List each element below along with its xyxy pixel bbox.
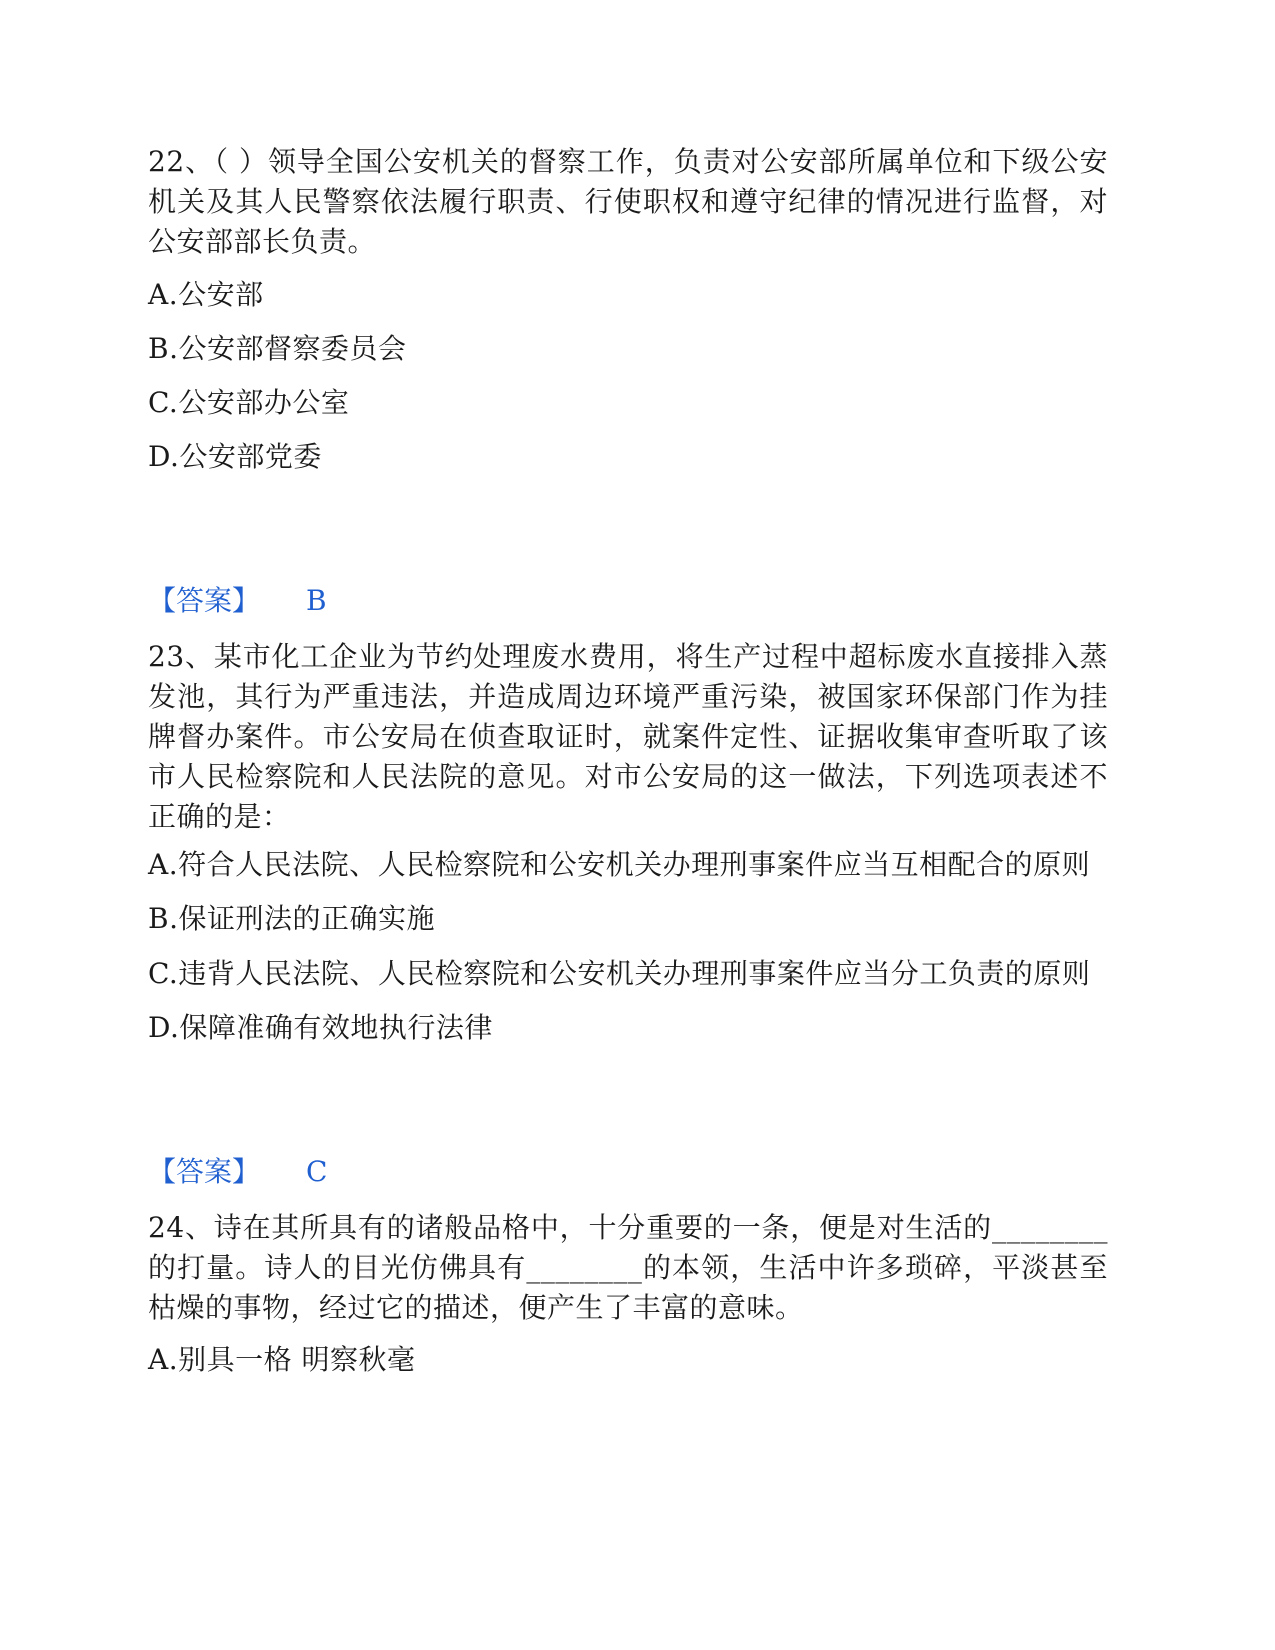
question-22-stem: 22、（ ）领导全国公安机关的督察工作，负责对公安部所属单位和下级公安机关及其人民警察依法履行职责、行使职权和遵守纪律的情况进行监督，对公安部部长负责。 — [148, 145, 1108, 258]
question-23-option-c: C.违背人民法院、人民检察院和公安机关办理刑事案件应当分工负责的原则 — [148, 957, 1091, 990]
question-22-answer — [148, 581, 327, 621]
question-22-option-c: C.公安部办公室 — [148, 386, 350, 419]
question-24-option-a: A.别具一格 明察秋毫 — [148, 1343, 416, 1376]
question-23-option-d: D.保障准确有效地执行法律 — [148, 1011, 493, 1044]
answer-label: 【答案】 — [148, 584, 261, 617]
question-24-stem: 24、诗在其所具有的诸般品格中，十分重要的一条，便是对生活的________的打量。诗人的目光仿佛具有________的本领，生活中许多琐碎，平淡甚至枯燥的事物，经过它的描述，便产生了丰富的意味。 — [148, 1211, 1108, 1324]
question-23-stem: 23、某市化工企业为节约处理废水费用，将生产过程中超标废水直接排入蒸发池，其行为严重违法，并造成周边环境严重污染，被国家环保部门作为挂牌督办案件。市公安局在侦查取证时，就案件定性、证据收集审查听取了该市人民检察院和人民法院的意见。对市公安局的这一做法，下列选项表述不正确的是： — [148, 640, 1108, 833]
question-23-option-a: A.符合人民法院、人民检察院和公安机关办理刑事案件应当互相配合的原则 — [148, 848, 1091, 881]
answer-label: 【答案】 — [148, 1155, 261, 1188]
question-22-option-a: A.公安部 — [148, 278, 264, 311]
question-22-option-b: B.公安部督察委员会 — [148, 332, 407, 365]
question-23-option-b: B.保证刑法的正确实施 — [148, 902, 435, 935]
answer-value: C — [306, 1155, 328, 1188]
question-23-answer — [148, 1152, 327, 1192]
answer-value: B — [306, 584, 327, 617]
question-22-option-d: D.公安部党委 — [148, 440, 322, 473]
